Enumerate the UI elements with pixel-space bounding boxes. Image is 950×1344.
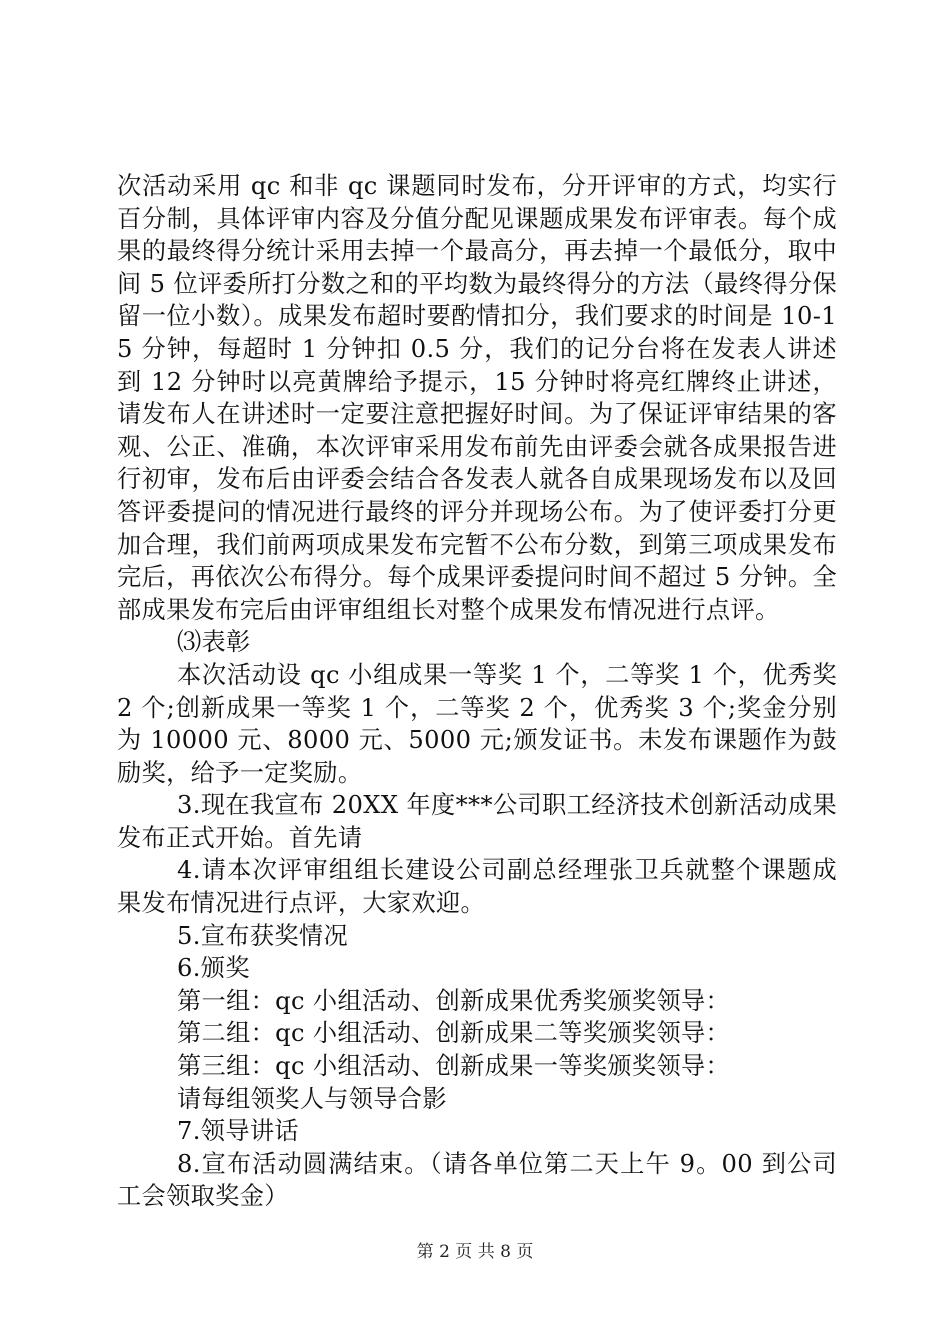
paragraph-group-photo: 请每组领奖人与领导合影 <box>177 1084 447 1113</box>
document-body <box>117 170 837 1213</box>
paragraph-group-1: 第一组：qc 小组活动、创新成果优秀奖颁奖领导： <box>177 986 731 1015</box>
paragraph-heading-commendation: ⑶表彰 <box>177 628 251 657</box>
paragraph-awards: 本次活动设 qc 小组成果一等奖 1 个，二等奖 1 个，优秀奖 2 个;创新成果一等奖 1 个，二等奖 2 个，优秀奖 3 个;奖金分别为 10000 元、8000 元、5000 元;颁发证书。未发布课题作为鼓励奖，给予一定奖励。 <box>117 660 837 787</box>
paragraph-group-2: 第二组：qc 小组活动、创新成果二等奖颁奖领导： <box>177 1019 731 1048</box>
paragraph-item-8: 8.宣布活动圆满结束。（请各单位第二天上午 9。00 到公司工会领取奖金） <box>117 1149 837 1211</box>
paragraph-item-3: 3.现在我宣布 20XX 年度***公司职工经济技术创新活动成果发布正式开始。首先请 <box>117 791 837 852</box>
paragraph-item-4: 4.请本次评审组组长建设公司副总经理张卫兵就整个课题成果发布情况进行点评，大家欢迎。 <box>117 856 837 918</box>
paragraph-review-method: 次活动采用 qc 和非 qc 课题同时发布，分开评审的方式，均实行百分制，具体评审内容及分值分配见课题成果发布评审表。每个成果的最终得分统计采用去掉一个最高分，再去掉一个最低分，取中间 5 位评委所打分数之和的平均数为最终得分的方法（最终得分保留一位小数）。成果发布超时要酌情扣分，我们要求的时间是 10-15 分钟，每超时 1 分钟扣 0.5 分，我们的记分台将在发表人讲述到 12 分钟时以亮黄牌给予提示，15 分钟时将亮红牌终止讲述，请发布人在讲述时一定要注意把握好时间。为了保证评审结果的客观、公正、准确，本次评审采用发布前先由评委会就各成果报告进行初审，发布后由评委会结合各发表人就各自成果现场发布以及回答评委提问的情况进行最终的评分并现场公布。为了使评委打分更加合理，我们前两项成果发布完暂不公布分数，到第三项成果发布完后，再依次公布得分。每个成果评委提问时间不超过 5 分钟。全部成果发布完后由评审组组长对整个成果发布情况进行点评。 <box>117 172 837 624</box>
paragraph-group-3: 第三组：qc 小组活动、创新成果一等奖颁奖领导： <box>177 1052 731 1081</box>
paragraph-item-5: 5.宣布获奖情况 <box>177 921 349 950</box>
paragraph-item-7: 7.领导讲话 <box>177 1117 299 1146</box>
paragraph-item-6: 6.颁奖 <box>177 954 250 983</box>
page-footer: 第 2 页 共 8 页 <box>416 1242 534 1262</box>
